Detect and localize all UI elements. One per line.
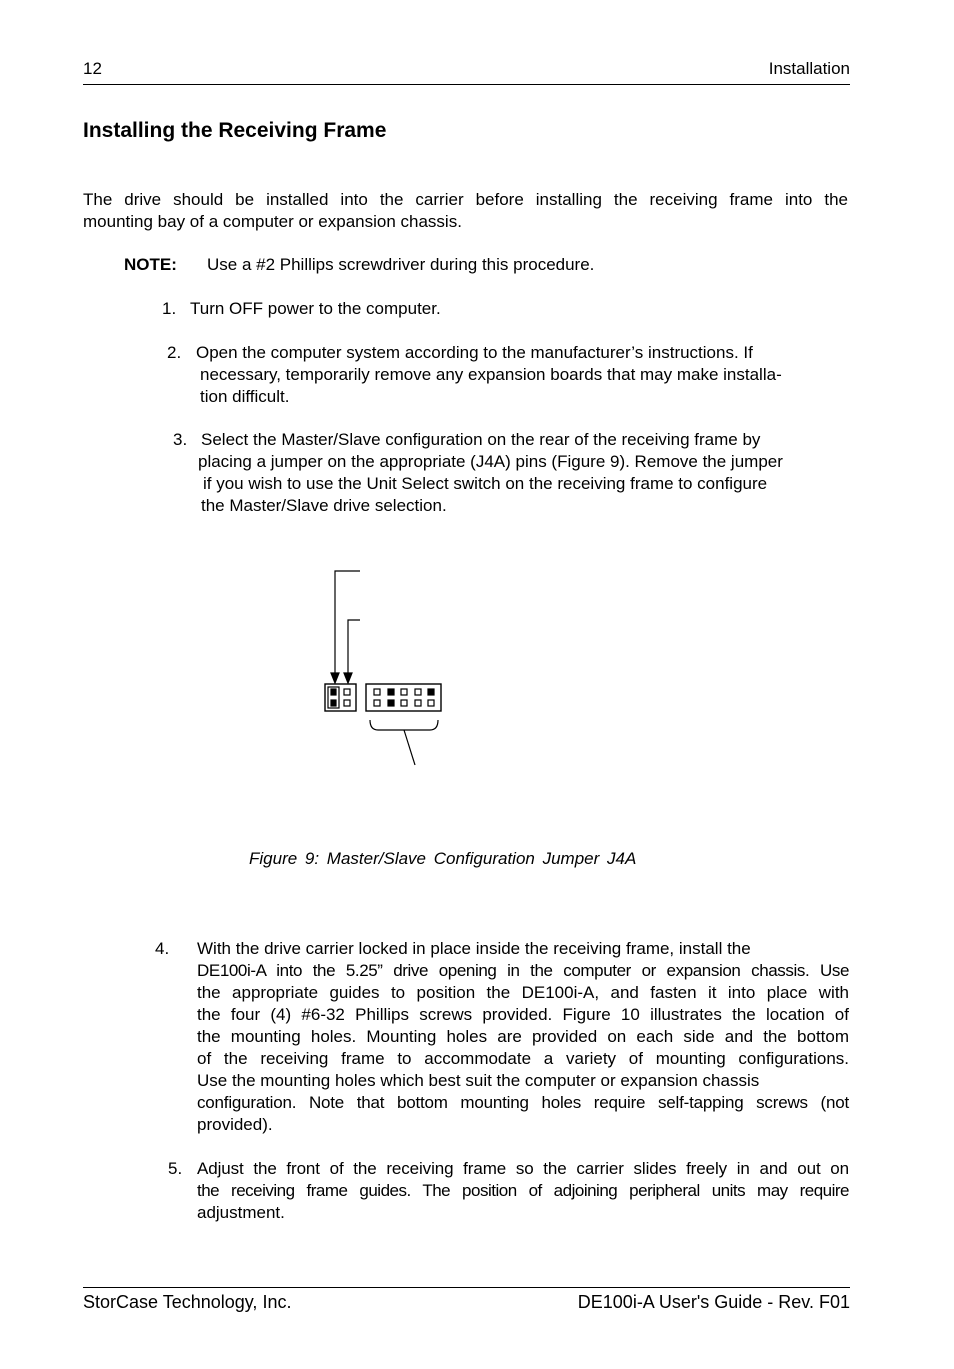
bracket bbox=[370, 720, 438, 730]
list-item bbox=[155, 938, 849, 1136]
note bbox=[124, 254, 595, 276]
note-text: Use a #2 Phillips screwdriver during this procedure. bbox=[207, 255, 595, 274]
step-line: Select the Master/Slave configuration on the rear of the receiving frame by bbox=[201, 430, 761, 449]
list-item bbox=[168, 1158, 849, 1224]
pin bbox=[374, 700, 380, 706]
pin bbox=[415, 700, 421, 706]
step-number: 5. bbox=[168, 1159, 183, 1178]
step-line: of the receiving frame to accommodate a variety of mounting configurations. bbox=[197, 1049, 849, 1068]
footer-rule bbox=[83, 1287, 850, 1288]
arrowhead bbox=[344, 673, 352, 683]
step-line: the four (4) #6-32 Phillips screws provided. Figure 10 illustrates the location of bbox=[197, 1005, 849, 1024]
pin bbox=[331, 700, 336, 706]
step-line: configuration. Note that bottom mounting holes require self-tapping screws (not bbox=[197, 1093, 849, 1112]
j4a-block bbox=[325, 684, 356, 711]
intro-line: The drive should be installed into the carrier before installing the receiving frame into the bbox=[83, 190, 848, 209]
header-rule bbox=[83, 84, 850, 85]
unit-select-header bbox=[366, 684, 441, 711]
step-number: 4. bbox=[155, 939, 170, 958]
step-line: Use the mounting holes which best suit the computer or expansion chassis bbox=[197, 1071, 760, 1090]
arrowhead bbox=[331, 673, 339, 683]
pin bbox=[374, 689, 380, 695]
page-number: 12 bbox=[83, 59, 102, 78]
step-line: placing a jumper on the appropriate (J4A) pins (Figure 9). Remove the jumper bbox=[198, 452, 783, 471]
pin bbox=[388, 689, 394, 695]
pin bbox=[401, 689, 407, 695]
step-line: Adjust the front of the receiving frame so the carrier slides freely in and out on bbox=[197, 1159, 849, 1178]
step-line: DE100i-A into the 5.25” drive opening in the computer or expansion chassis. Use bbox=[197, 961, 849, 980]
step-line: tion difficult. bbox=[200, 387, 290, 406]
footer-company: StorCase Technology, Inc. bbox=[83, 1292, 292, 1312]
bracket-leader bbox=[404, 730, 415, 765]
step-number: 1. bbox=[162, 299, 177, 318]
step-line: adjustment. bbox=[197, 1203, 285, 1222]
step-line: provided). bbox=[197, 1115, 273, 1134]
pin bbox=[344, 689, 350, 695]
page-title: Installing the Receiving Frame bbox=[83, 119, 387, 142]
list-item bbox=[162, 298, 441, 320]
pin bbox=[428, 700, 434, 706]
step-line: the mounting holes. Mounting holes are provided on each side and the bottom bbox=[197, 1027, 849, 1046]
list-item bbox=[167, 342, 849, 408]
step-line: the Master/Slave drive selection. bbox=[201, 496, 447, 515]
pin bbox=[388, 700, 394, 706]
leader-line bbox=[348, 620, 360, 678]
section-title: Installation bbox=[768, 59, 850, 78]
step-number: 3. bbox=[173, 430, 188, 449]
pin bbox=[401, 700, 407, 706]
jumper-diagram bbox=[300, 560, 470, 775]
pin bbox=[428, 689, 434, 695]
step-line: the appropriate guides to position the DE100i-A, and fasten it into place with bbox=[197, 983, 849, 1002]
step-line: if you wish to use the Unit Select switch on the receiving frame to configure bbox=[203, 474, 768, 493]
pin bbox=[415, 689, 421, 695]
step-line: Open the computer system according to the manufacturer’s instructions. If bbox=[196, 343, 753, 362]
step-line: the receiving frame guides. The position of adjoining peripheral units may require bbox=[197, 1181, 849, 1200]
pin bbox=[331, 689, 336, 695]
note-label: NOTE: bbox=[124, 255, 177, 274]
intro-line: mounting bay of a computer or expansion chassis. bbox=[83, 212, 462, 231]
pin bbox=[344, 700, 350, 706]
step-number: 2. bbox=[167, 343, 182, 362]
footer-document: DE100i-A User's Guide - Rev. F01 bbox=[577, 1292, 850, 1312]
step-line: necessary, temporarily remove any expansion boards that may make installa- bbox=[200, 365, 782, 384]
intro-paragraph bbox=[83, 189, 848, 233]
list-item bbox=[173, 429, 849, 517]
figure-caption: Figure 9: Master/Slave Configuration Jumper J4A bbox=[249, 849, 637, 868]
step-line: With the drive carrier locked in place inside the receiving frame, install the bbox=[197, 939, 751, 958]
step-line: Turn OFF power to the computer. bbox=[190, 299, 441, 318]
